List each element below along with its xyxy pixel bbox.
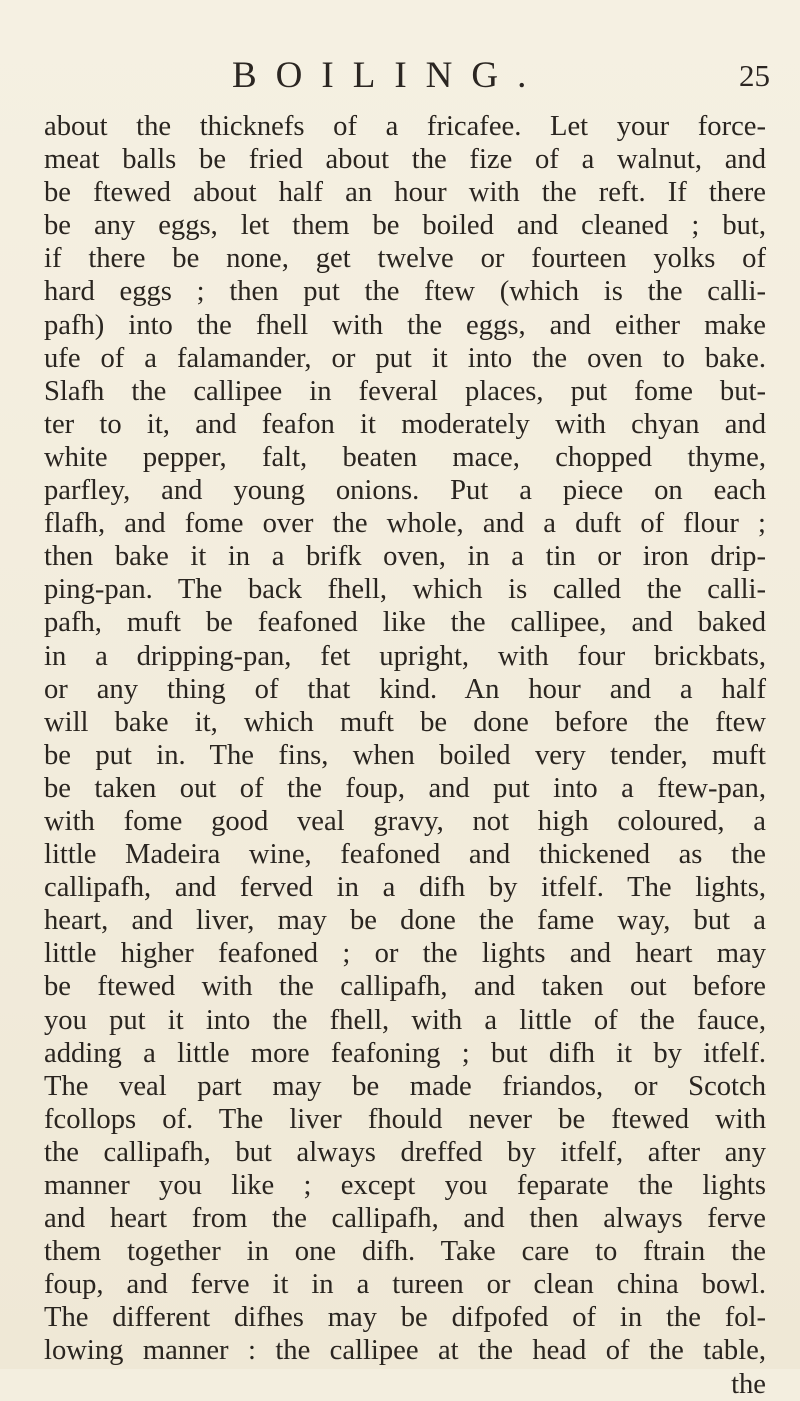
- text-line: be ftewed with the callipafh, and taken out before: [44, 971, 766, 1003]
- text-line: pafh, muft be feafoned like the callipee, and baked: [44, 607, 766, 639]
- text-line: parfley, and young onions. Put a piece on each: [44, 475, 766, 507]
- text-line: fcollops of. The liver fhould never be ftewed with: [44, 1103, 766, 1135]
- text-line: The different difhes may be difpofed of in the fol-: [44, 1302, 766, 1334]
- page-number: 25: [739, 58, 770, 93]
- text-line: foup, and ferve it in a tureen or clean china bowl.: [44, 1269, 766, 1301]
- text-line: meat balls be fried about the fize of a walnut, and: [44, 144, 766, 176]
- text-line: Slafh the callipee in feveral places, put fome but-: [44, 375, 766, 407]
- text-line: them together in one difh. Take care to ftrain the: [44, 1236, 766, 1268]
- text-line: will bake it, which muft be done before the ftew: [44, 706, 766, 738]
- text-line: pafh) into the fhell with the eggs, and either make: [44, 309, 766, 341]
- text-line: ufe of a falamander, or put it into the oven to bake.: [44, 342, 766, 374]
- text-line: heart, and liver, may be done the fame way, but a: [44, 905, 766, 937]
- text-line: adding a little more feafoning ; but difh it by itfelf.: [44, 1037, 766, 1069]
- text-line: the callipafh, but always dreffed by itfelf, after any: [44, 1136, 766, 1168]
- text-line: The veal part may be made friandos, or Scotch: [44, 1070, 766, 1102]
- text-line: and heart from the callipafh, and then always ferve: [44, 1203, 766, 1235]
- text-line: be any eggs, let them be boiled and cleaned ; but,: [44, 210, 766, 242]
- text-line: ter to it, and feafon it moderately with chyan and: [44, 408, 766, 440]
- text-line: flafh, and fome over the whole, and a duft of flour ;: [44, 508, 766, 540]
- text-line: be put in. The fins, when boiled very tender, muft: [44, 739, 766, 771]
- text-line: you put it into the fhell, with a little of the fauce,: [44, 1004, 766, 1036]
- text-line: if there be none, get twelve or fourteen yolks of: [44, 243, 766, 275]
- text-line: callipafh, and ferved in a difh by itfelf. The lights,: [44, 872, 766, 904]
- text-line: white pepper, falt, beaten mace, chopped thyme,: [44, 441, 766, 473]
- catchword: the: [731, 1368, 766, 1400]
- text-line: ping-pan. The back fhell, which is called the calli-: [44, 574, 766, 606]
- text-line: little higher feafoned ; or the lights and heart may: [44, 938, 766, 970]
- text-line: or any thing of that kind. An hour and a half: [44, 673, 766, 705]
- text-line: with fome good veal gravy, not high coloured, a: [44, 805, 766, 837]
- text-line: be taken out of the foup, and put into a ftew-pan,: [44, 772, 766, 804]
- text-line: in a dripping-pan, fet upright, with four brickbats,: [44, 640, 766, 672]
- text-line: hard eggs ; then put the ftew (which is the calli-: [44, 276, 766, 308]
- text-line: then bake it in a brifk oven, in a tin or iron drip-: [44, 541, 766, 573]
- text-line: little Madeira wine, feafoned and thickened as the: [44, 839, 766, 871]
- text-line: be ftewed about half an hour with the reft. If there: [44, 177, 766, 209]
- text-line: about the thicknefs of a fricafee. Let your force-: [44, 111, 766, 142]
- text-line: manner you like ; except you feparate the lights: [44, 1170, 766, 1201]
- text-line: lowing manner : the callipee at the head of the table,: [44, 1335, 766, 1367]
- running-title: BOILING.: [232, 55, 546, 96]
- body-text: [44, 110, 766, 1401]
- running-head: [0, 54, 800, 100]
